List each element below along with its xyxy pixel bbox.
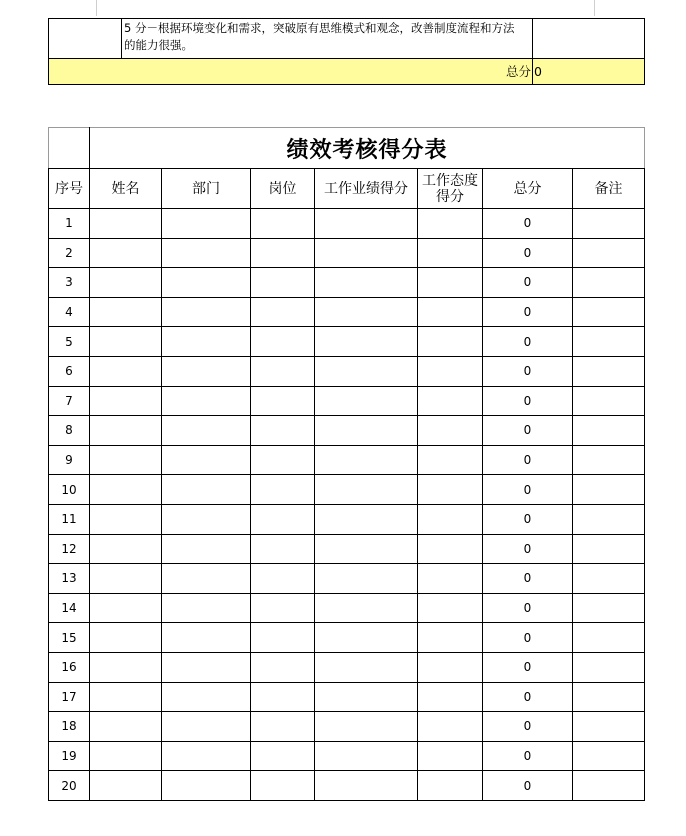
work-score-cell[interactable] — [315, 475, 418, 505]
work-score-cell[interactable] — [315, 712, 418, 742]
attitude-score-cell[interactable] — [418, 475, 483, 505]
remark-cell[interactable] — [573, 297, 645, 327]
name-cell[interactable] — [90, 593, 162, 623]
name-cell[interactable] — [90, 386, 162, 416]
attitude-score-cell[interactable] — [418, 504, 483, 534]
name-cell[interactable] — [90, 682, 162, 712]
name-cell[interactable] — [90, 268, 162, 298]
remark-cell[interactable] — [573, 623, 645, 653]
post-cell[interactable] — [251, 564, 315, 594]
total-cell[interactable]: 0 — [483, 327, 573, 357]
post-cell[interactable] — [251, 682, 315, 712]
work-score-cell[interactable] — [315, 356, 418, 386]
post-cell[interactable] — [251, 741, 315, 771]
work-score-cell[interactable] — [315, 564, 418, 594]
seq-cell[interactable]: 18 — [49, 712, 90, 742]
dept-cell[interactable] — [162, 445, 251, 475]
seq-cell[interactable]: 6 — [49, 356, 90, 386]
post-cell[interactable] — [251, 386, 315, 416]
table-row — [49, 475, 645, 505]
attitude-score-cell[interactable] — [418, 593, 483, 623]
header-remark[interactable]: 备注 — [573, 169, 645, 209]
seq-cell[interactable]: 3 — [49, 268, 90, 298]
seq-cell[interactable]: 2 — [49, 238, 90, 268]
work-score-cell[interactable] — [315, 534, 418, 564]
dept-cell[interactable] — [162, 534, 251, 564]
table-row — [49, 238, 645, 268]
dept-cell[interactable] — [162, 238, 251, 268]
remark-cell[interactable] — [573, 386, 645, 416]
dept-cell[interactable] — [162, 386, 251, 416]
table-row — [49, 771, 645, 801]
table-row — [49, 416, 645, 446]
total-cell[interactable]: 0 — [483, 504, 573, 534]
criteria-total-row — [49, 59, 645, 85]
remark-cell[interactable] — [573, 475, 645, 505]
total-cell[interactable]: 0 — [483, 209, 573, 239]
work-score-cell[interactable] — [315, 445, 418, 475]
post-cell[interactable] — [251, 356, 315, 386]
total-cell[interactable]: 0 — [483, 712, 573, 742]
dept-cell[interactable] — [162, 209, 251, 239]
attitude-score-cell[interactable] — [418, 712, 483, 742]
seq-cell[interactable]: 14 — [49, 593, 90, 623]
header-attitude-line-2: 得分 — [436, 188, 464, 205]
work-score-cell[interactable] — [315, 209, 418, 239]
remark-cell[interactable] — [573, 741, 645, 771]
dept-cell[interactable] — [162, 593, 251, 623]
total-cell[interactable]: 0 — [483, 268, 573, 298]
criteria-row — [49, 19, 645, 59]
dept-cell[interactable] — [162, 771, 251, 801]
seq-cell[interactable]: 12 — [49, 534, 90, 564]
attitude-score-cell[interactable] — [418, 238, 483, 268]
header-attitude-line-1: 工作态度 — [422, 172, 478, 189]
dept-cell[interactable] — [162, 652, 251, 682]
name-cell[interactable] — [90, 297, 162, 327]
total-cell[interactable]: 0 — [483, 445, 573, 475]
remark-cell[interactable] — [573, 593, 645, 623]
total-cell[interactable]: 0 — [483, 238, 573, 268]
dept-cell[interactable] — [162, 356, 251, 386]
post-cell[interactable] — [251, 416, 315, 446]
table-row — [49, 209, 645, 239]
attitude-score-cell[interactable] — [418, 652, 483, 682]
seq-cell[interactable]: 7 — [49, 386, 90, 416]
dept-cell[interactable] — [162, 475, 251, 505]
table-row — [49, 682, 645, 712]
post-cell[interactable] — [251, 209, 315, 239]
work-score-cell[interactable] — [315, 268, 418, 298]
criteria-score-cell[interactable] — [533, 19, 645, 59]
work-score-cell[interactable] — [315, 297, 418, 327]
dept-cell[interactable] — [162, 268, 251, 298]
post-cell[interactable] — [251, 297, 315, 327]
total-cell[interactable]: 0 — [483, 297, 573, 327]
dept-cell[interactable] — [162, 564, 251, 594]
work-score-cell[interactable] — [315, 386, 418, 416]
dept-cell[interactable] — [162, 623, 251, 653]
table-row — [49, 712, 645, 742]
post-cell[interactable] — [251, 712, 315, 742]
total-cell[interactable]: 0 — [483, 741, 573, 771]
header-dept[interactable]: 部门 — [162, 169, 251, 209]
score-table — [48, 127, 645, 801]
work-score-cell[interactable] — [315, 416, 418, 446]
table-row — [49, 386, 645, 416]
total-cell[interactable]: 0 — [483, 416, 573, 446]
total-label: 总分 — [505, 64, 531, 79]
work-score-cell[interactable] — [315, 327, 418, 357]
name-cell[interactable] — [90, 564, 162, 594]
name-cell[interactable] — [90, 771, 162, 801]
name-cell[interactable] — [90, 238, 162, 268]
post-cell[interactable] — [251, 504, 315, 534]
remark-cell[interactable] — [573, 327, 645, 357]
remark-cell[interactable] — [573, 771, 645, 801]
page-margin-guide-right — [594, 0, 595, 16]
post-cell[interactable] — [251, 623, 315, 653]
name-cell[interactable] — [90, 356, 162, 386]
table-row — [49, 327, 645, 357]
attitude-score-cell[interactable] — [418, 623, 483, 653]
dept-cell[interactable] — [162, 504, 251, 534]
name-cell[interactable] — [90, 534, 162, 564]
total-cell[interactable]: 0 — [483, 682, 573, 712]
title-spacer-cell[interactable] — [49, 128, 90, 169]
attitude-score-cell[interactable] — [418, 741, 483, 771]
attitude-score-cell[interactable] — [418, 356, 483, 386]
dept-cell[interactable] — [162, 741, 251, 771]
dept-cell[interactable] — [162, 712, 251, 742]
header-work-score[interactable]: 工作业绩得分 — [315, 169, 418, 209]
header-row — [49, 169, 645, 209]
seq-cell[interactable]: 20 — [49, 771, 90, 801]
post-cell[interactable] — [251, 268, 315, 298]
table-title[interactable]: 绩效考核得分表 — [90, 128, 645, 169]
remark-cell[interactable] — [573, 504, 645, 534]
remark-cell[interactable] — [573, 534, 645, 564]
seq-cell[interactable]: 1 — [49, 209, 90, 239]
remark-cell[interactable] — [573, 268, 645, 298]
seq-cell[interactable]: 16 — [49, 652, 90, 682]
table-row — [49, 623, 645, 653]
work-score-cell[interactable] — [315, 771, 418, 801]
post-cell[interactable] — [251, 475, 315, 505]
name-cell[interactable] — [90, 712, 162, 742]
remark-cell[interactable] — [573, 356, 645, 386]
name-cell[interactable] — [90, 741, 162, 771]
total-cell[interactable]: 0 — [483, 386, 573, 416]
remark-cell[interactable] — [573, 238, 645, 268]
post-cell[interactable] — [251, 238, 315, 268]
table-row — [49, 741, 645, 771]
title-row — [49, 128, 645, 169]
attitude-score-cell[interactable] — [418, 564, 483, 594]
attitude-score-cell[interactable] — [418, 445, 483, 475]
total-label-cell[interactable] — [49, 59, 533, 85]
remark-cell[interactable] — [573, 416, 645, 446]
score-table-body — [49, 209, 645, 801]
post-cell[interactable] — [251, 652, 315, 682]
table-row — [49, 652, 645, 682]
remark-cell[interactable] — [573, 445, 645, 475]
header-attitude-score[interactable] — [418, 169, 483, 209]
seq-cell[interactable]: 19 — [49, 741, 90, 771]
dept-cell[interactable] — [162, 327, 251, 357]
attitude-score-cell[interactable] — [418, 534, 483, 564]
post-cell[interactable] — [251, 534, 315, 564]
seq-cell[interactable]: 13 — [49, 564, 90, 594]
attitude-score-cell[interactable] — [418, 682, 483, 712]
header-total[interactable]: 总分 — [483, 169, 573, 209]
dept-cell[interactable] — [162, 297, 251, 327]
total-cell[interactable]: 0 — [483, 652, 573, 682]
remark-cell[interactable] — [573, 652, 645, 682]
work-score-cell[interactable] — [315, 238, 418, 268]
attitude-score-cell[interactable] — [418, 386, 483, 416]
table-row — [49, 504, 645, 534]
criteria-line-1: 5 分－根据环境变化和需求，突破原有思维模式和观念，改善制度流程和方法 — [124, 21, 515, 35]
criteria-empty-cell[interactable] — [49, 19, 122, 59]
total-cell[interactable]: 0 — [483, 564, 573, 594]
name-cell[interactable] — [90, 504, 162, 534]
total-cell[interactable]: 0 — [483, 593, 573, 623]
attitude-score-cell[interactable] — [418, 297, 483, 327]
name-cell[interactable] — [90, 445, 162, 475]
seq-cell[interactable]: 17 — [49, 682, 90, 712]
work-score-cell[interactable] — [315, 623, 418, 653]
name-cell[interactable] — [90, 623, 162, 653]
seq-cell[interactable]: 5 — [49, 327, 90, 357]
work-score-cell[interactable] — [315, 593, 418, 623]
attitude-score-cell[interactable] — [418, 209, 483, 239]
remark-cell[interactable] — [573, 209, 645, 239]
header-seq[interactable]: 序号 — [49, 169, 90, 209]
name-cell[interactable] — [90, 652, 162, 682]
seq-cell[interactable]: 11 — [49, 504, 90, 534]
table-row — [49, 534, 645, 564]
work-score-cell[interactable] — [315, 682, 418, 712]
total-value-cell[interactable] — [533, 59, 645, 85]
remark-cell[interactable] — [573, 682, 645, 712]
attitude-score-cell[interactable] — [418, 771, 483, 801]
work-score-cell[interactable] — [315, 741, 418, 771]
name-cell[interactable] — [90, 327, 162, 357]
dept-cell[interactable] — [162, 682, 251, 712]
seq-cell[interactable]: 9 — [49, 445, 90, 475]
total-cell[interactable]: 0 — [483, 356, 573, 386]
work-score-cell[interactable] — [315, 504, 418, 534]
remark-cell[interactable] — [573, 712, 645, 742]
table-row — [49, 268, 645, 298]
name-cell[interactable] — [90, 416, 162, 446]
post-cell[interactable] — [251, 445, 315, 475]
criteria-line-2: 的能力很强。 — [124, 38, 193, 52]
remark-cell[interactable] — [573, 564, 645, 594]
name-cell[interactable] — [90, 475, 162, 505]
attitude-score-cell[interactable] — [418, 327, 483, 357]
attitude-score-cell[interactable] — [418, 268, 483, 298]
total-value: 0 — [534, 64, 542, 79]
dept-cell[interactable] — [162, 416, 251, 446]
table-row — [49, 564, 645, 594]
seq-cell[interactable]: 10 — [49, 475, 90, 505]
work-score-cell[interactable] — [315, 652, 418, 682]
name-cell[interactable] — [90, 209, 162, 239]
total-cell[interactable]: 0 — [483, 534, 573, 564]
post-cell[interactable] — [251, 327, 315, 357]
table-row — [49, 356, 645, 386]
total-cell[interactable]: 0 — [483, 771, 573, 801]
attitude-score-cell[interactable] — [418, 416, 483, 446]
seq-cell[interactable]: 4 — [49, 297, 90, 327]
criteria-table — [48, 18, 645, 85]
criteria-description-cell[interactable] — [122, 19, 533, 59]
post-cell[interactable] — [251, 593, 315, 623]
seq-cell[interactable]: 8 — [49, 416, 90, 446]
seq-cell[interactable]: 15 — [49, 623, 90, 653]
page-margin-guide-left — [96, 0, 97, 16]
total-cell[interactable]: 0 — [483, 623, 573, 653]
post-cell[interactable] — [251, 771, 315, 801]
header-post[interactable]: 岗位 — [251, 169, 315, 209]
header-name[interactable]: 姓名 — [90, 169, 162, 209]
table-row — [49, 445, 645, 475]
table-row — [49, 297, 645, 327]
total-cell[interactable]: 0 — [483, 475, 573, 505]
table-row — [49, 593, 645, 623]
